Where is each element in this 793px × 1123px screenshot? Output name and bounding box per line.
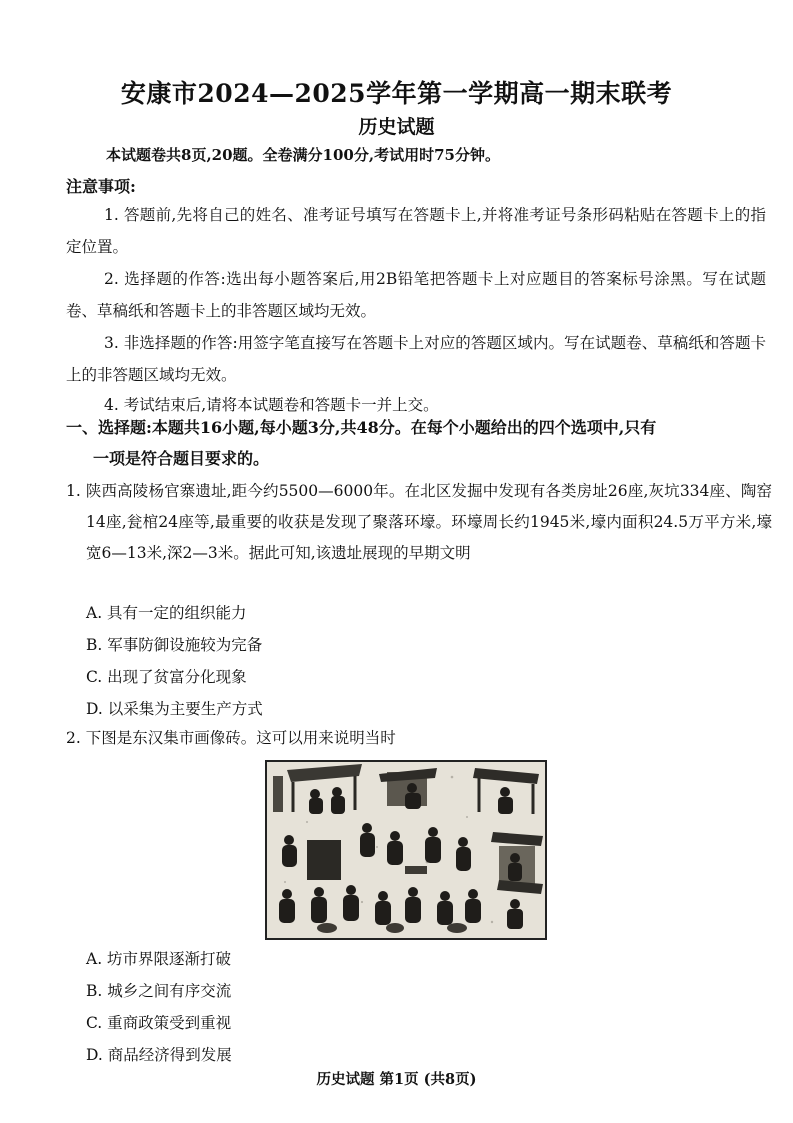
exam-title: 安康市2024—2025学年第一学期高一期末联考: [120, 79, 673, 108]
question-1-stem: 1. 陕西高陵杨官寨遗址,距今约5500—6000年。在北区发掘中发现有各类房址26座,灰坑334座、陶窑14座,瓮棺24座等,最重要的收获是发现了聚落环壕。环壕周长约1945米,壕内面积24.5万平方米,壕宽6—13米,深2—3米。据此可知,该遗址展现的早期文明: [66, 482, 772, 562]
question-1-option-d: D. 以采集为主要生产方式: [86, 700, 263, 718]
question-2-option-c: C. 重商政策受到重视: [86, 1014, 232, 1032]
notice-item-4: 4. 考试结束后,请将本试题卷和答题卡一并上交。: [104, 396, 439, 414]
question-2-option-a: A. 坊市界限逐渐打破: [86, 950, 232, 968]
notice-item-2: 2. 选择题的作答:选出每小题答案后,用2B铅笔把答题卡上对应题目的答案标号涂黑。写在试题卷、草稿纸和答题卡上的非答题区域均无效。: [66, 270, 766, 320]
exam-info: 本试题卷共8页,20题。全卷满分100分,考试用时75分钟。: [106, 146, 500, 164]
section-heading-line2: 一项是符合题目要求的。: [93, 449, 270, 468]
question-1-option-b: B. 军事防御设施较为完备: [86, 636, 263, 654]
question-1-option-c: C. 出现了贫富分化现象: [86, 668, 247, 686]
question-1: [66, 476, 772, 569]
question-2-stem: 2. 下图是东汉集市画像砖。这可以用来说明当时: [66, 729, 396, 747]
question-1-option-a: A. 具有一定的组织能力: [86, 604, 247, 622]
market-brick-illustration: [267, 762, 545, 938]
section-heading: [66, 412, 774, 474]
question-2-option-d: D. 商品经济得到发展: [86, 1046, 232, 1064]
question-2-option-b: B. 城乡之间有序交流: [86, 982, 232, 1000]
notice-item-1: 1. 答题前,先将自己的姓名、准考证号填写在答题卡上,并将准考证号条形码粘贴在答题卡上的指定位置。: [66, 206, 766, 256]
notice-heading: 注意事项:: [66, 177, 136, 196]
market-brick-image: [265, 760, 547, 940]
section-heading-line1: 一、选择题:本题共16小题,每小题3分,共48分。在每个小题给出的四个选项中,只有: [66, 418, 657, 437]
question-2-options: [86, 943, 232, 1071]
exam-subject: 历史试题: [358, 116, 435, 138]
notice-item-3: 3. 非选择题的作答:用签字笔直接写在答题卡上对应的答题区域内。写在试题卷、草稿纸和答题卡上的非答题区域均无效。: [66, 334, 766, 384]
question-1-options: [86, 597, 263, 725]
question-2: [66, 723, 772, 754]
page-footer: 历史试题 第1页 (共8页): [316, 1071, 477, 1088]
